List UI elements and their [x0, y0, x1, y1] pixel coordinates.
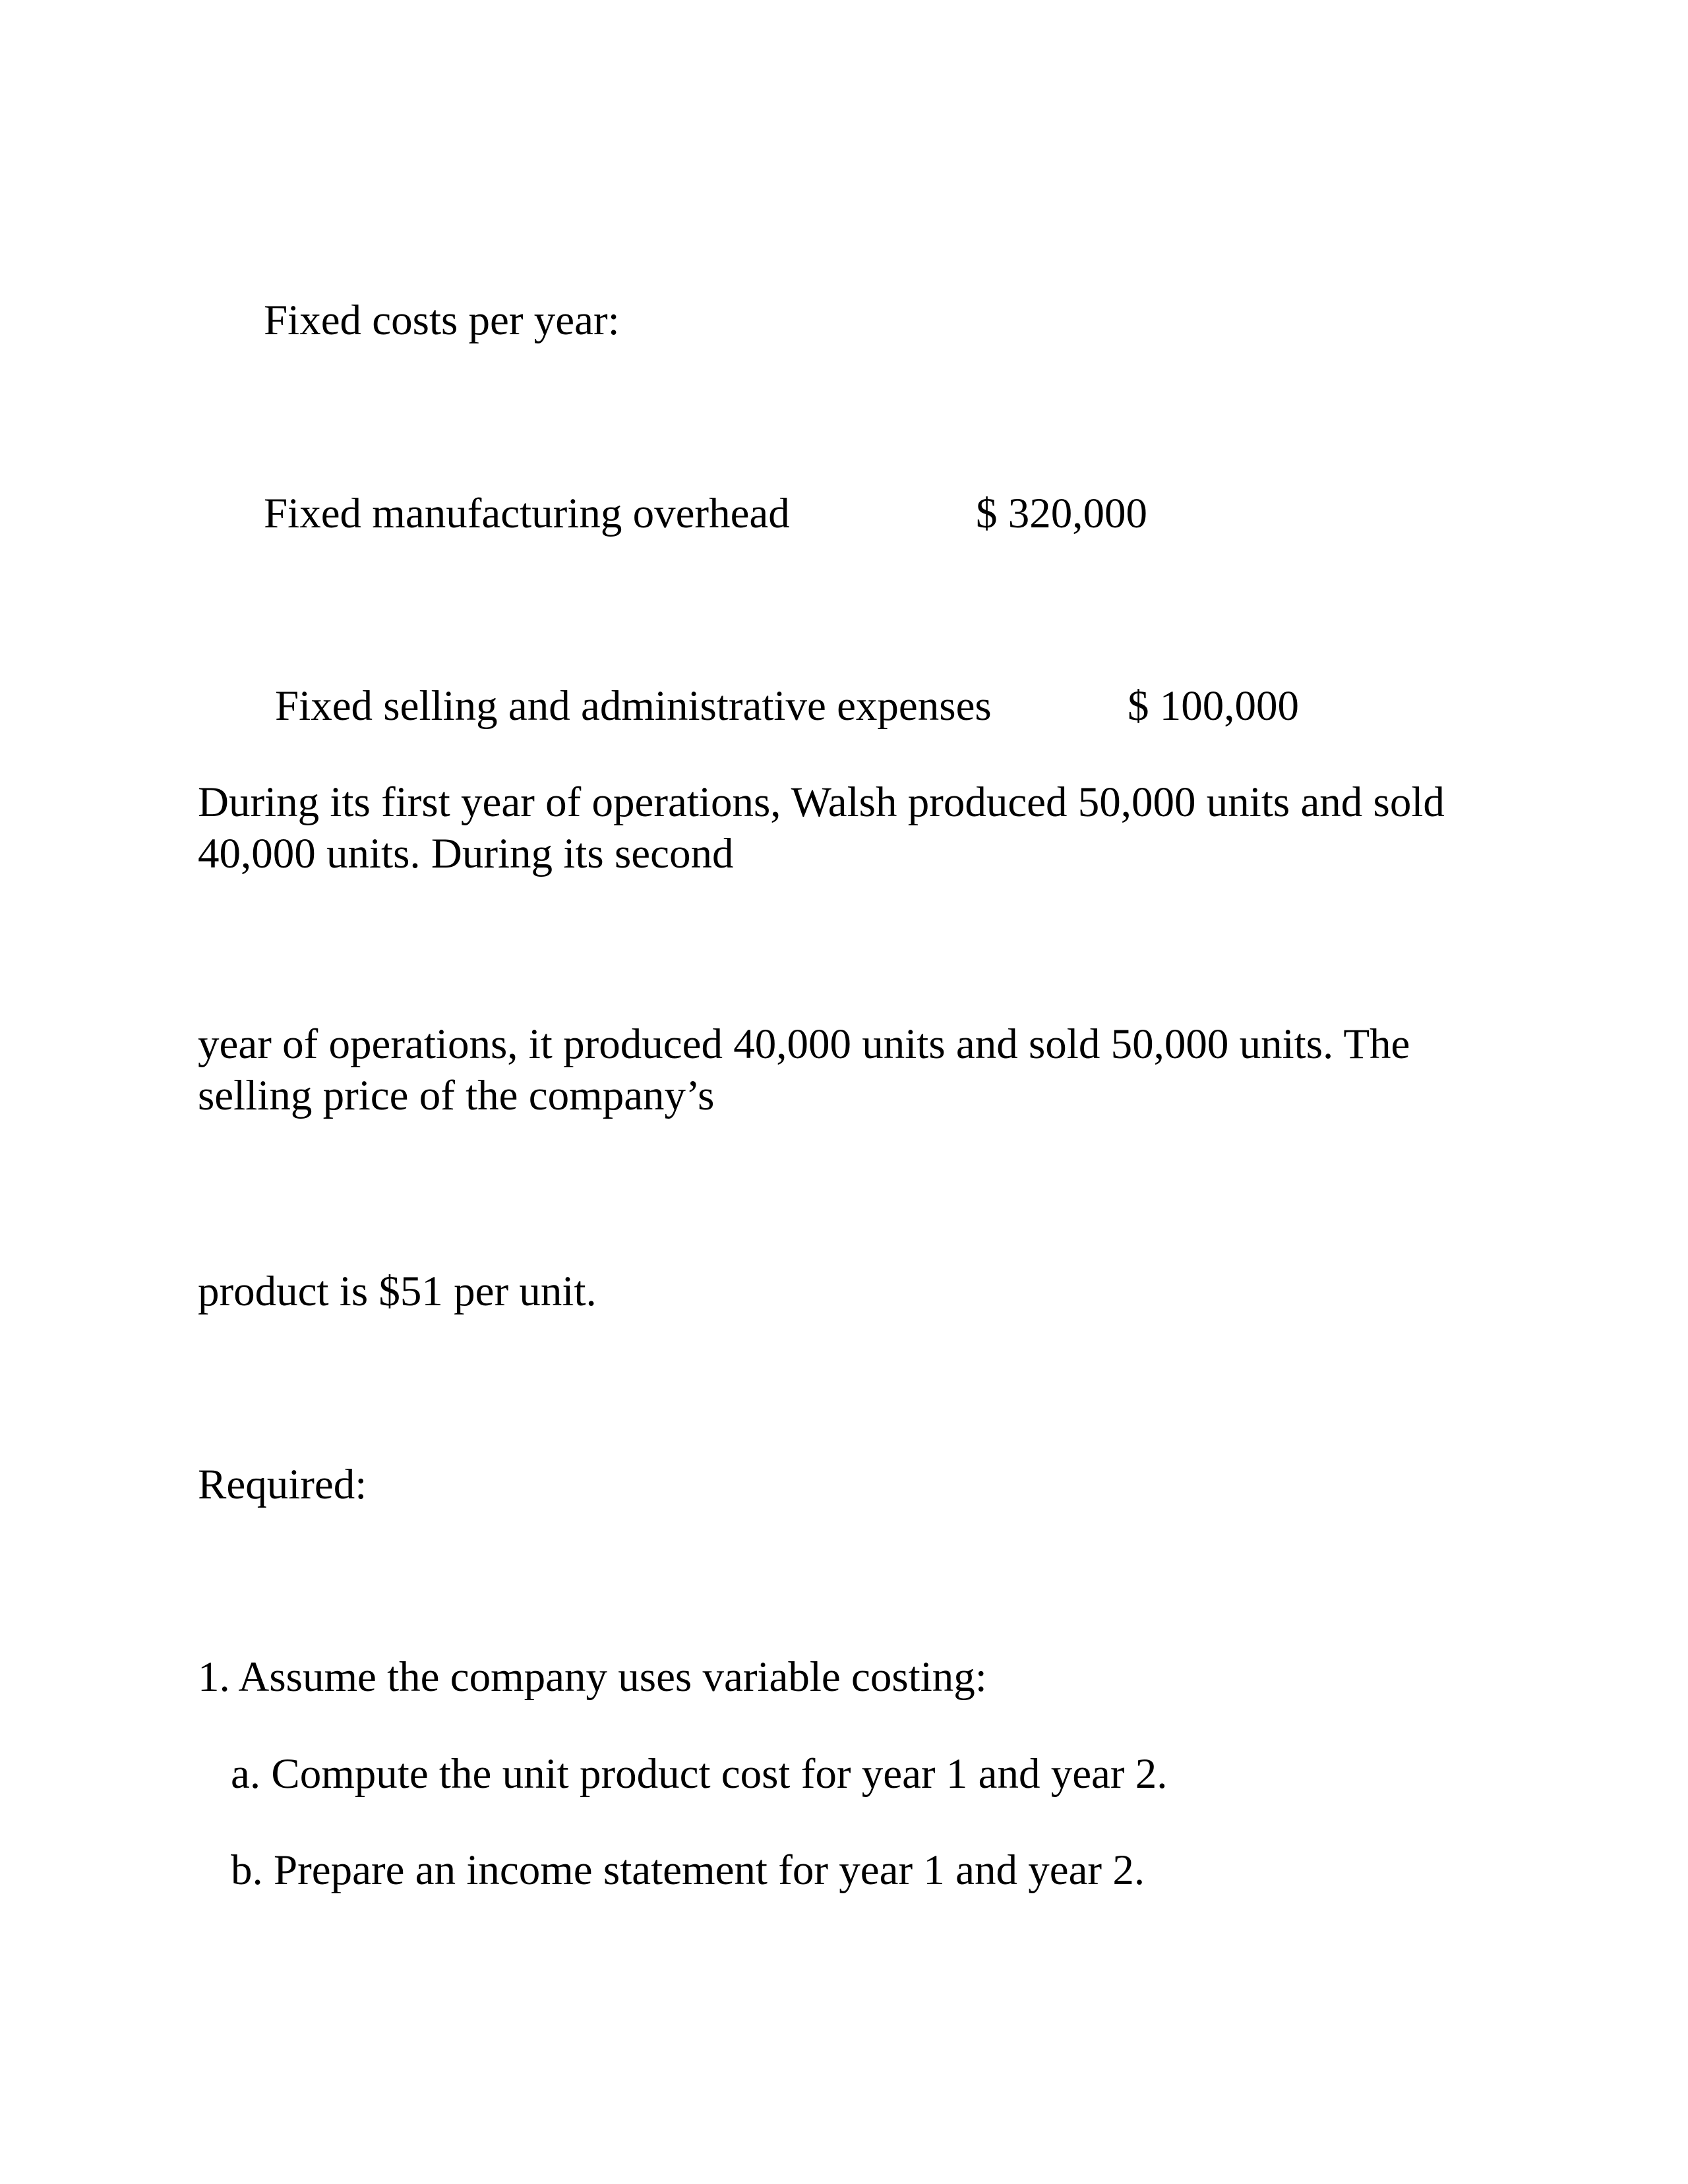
required-question: 1. Assume the company uses variable costing: [198, 1653, 987, 1701]
fixed-manufacturing-overhead-amount: $ 320,000 [976, 490, 1147, 537]
paragraph-line: product is $51 per unit. [198, 1268, 597, 1315]
fixed-selling-admin-label: Fixed selling and administrative expenses [275, 682, 992, 730]
fixed-manufacturing-overhead-label: Fixed manufacturing overhead [264, 490, 790, 537]
paragraph-line: 40,000 units. During its second [198, 830, 734, 877]
fixed-selling-admin-amount: $ 100,000 [1128, 682, 1299, 730]
paragraph-line: During its first year of operations, Walsh produced 50,000 units and sold [198, 779, 1445, 826]
required-heading: Required: [198, 1461, 367, 1508]
paragraph-line: year of operations, it produced 40,000 units and sold 50,000 units. The [198, 1020, 1410, 1068]
paragraph-second-year [198, 1018, 1582, 1121]
required-part-a: a. Compute the unit product cost for year 1 and year 2. [231, 1750, 1168, 1798]
paragraph-line: selling price of the company’s [198, 1072, 715, 1119]
required-part-b: b. Prepare an income statement for year 1 and year 2. [231, 1846, 1145, 1894]
fixed-costs-heading: Fixed costs per year: [264, 297, 620, 344]
paragraph-selling-price [198, 1266, 1582, 1317]
paragraph-first-year [198, 777, 1582, 879]
